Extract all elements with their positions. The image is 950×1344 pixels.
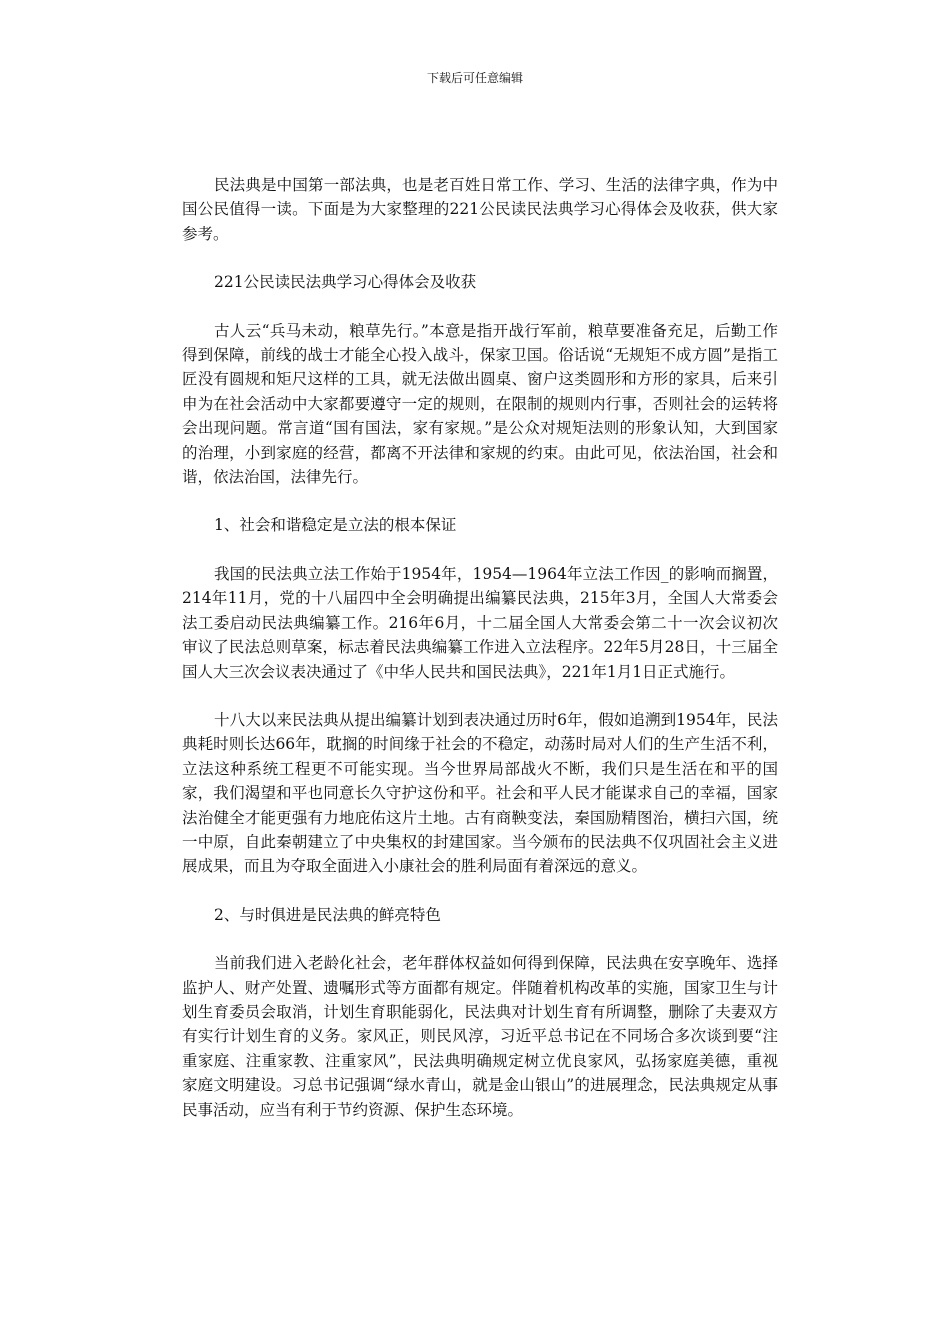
body-paragraph: 古人云“兵马未动，粮草先行。”本意是指开战行军前，粮草要准备充足，后勤工作得到保障，前线的战士才能全心投入战斗，保家卫国。俗话说“无规矩不成方圆”是指工匠没有圆规和矩尺这样的工具，就无法做出圆桌、窗户这类圆形和方形的家具，后来引申为在社会活动中大家都要遵守一定的规则，在限制的规则内行事，否则社会的运转将会出现问题。常言道“国有国法，家有家规。”是公众对规矩法则的形象认知，大到国家的治理，小到家庭的经营，都离不开法律和家规的约束。由此可见，依法治国，社会和谐，依法治国，法律先行。 [182,321,778,487]
document-body [182,173,778,1146]
section-heading-1: 1、社会和谐稳定是立法的根本保证 [214,516,457,535]
section-heading-2: 2、与时俱进是民法典的鲜亮特色 [214,905,441,924]
intro-paragraph: 民法典是中国第一部法典，也是老百姓日常工作、学习、生活的法律字典，作为中国公民值得一读。下面是为大家整理的221公民读民法典学习心得体会及收获，供大家参考。 [182,176,778,243]
document-title: 221公民读民法典学习心得体会及收获 [214,273,477,292]
body-paragraph: 十八大以来民法典从提出编纂计划到表决通过历时6年，假如追溯到1954年，民法典耗时则长达66年，耽搁的时间缘于社会的不稳定，动荡时局对人们的生产生活不利，立法这种系统工程更不可能实现。当今世界局部战火不断，我们只是生活在和平的国家，我们渴望和平也同意长久守护这份和平。社会和平人民才能谋求自己的幸福，国家法治健全才能更强有力地庇佑这片土地。古有商鞅变法，秦国励精图治，横扫六国，统一中原，自此秦朝建立了中央集权的封建国家。当今颁布的民法典不仅巩固社会主义进展成果，而且为夺取全面进入小康社会的胜利局面有着深远的意义。 [182,710,778,876]
body-paragraph: 我国的民法典立法工作始于1954年，1954—1964年立法工作因_的影响而搁置，214年11月，党的十八届四中全会明确提出编纂民法典，215年3月，全国人大常委会法工委启动民法典编纂工作。216年6月，十二届全国人大常委会第二十一次会议初次审议了民法总则草案，标志着民法典编纂工作进入立法程序。22年5月28日，十三届全国人大三次会议表决通过了《中华人民共和国民法典》，221年1月1日正式施行。 [182,564,778,681]
page-header: 下载后可任意编辑 [426,71,523,85]
body-paragraph: 当前我们进入老龄化社会，老年群体权益如何得到保障，民法典在安享晚年、选择监护人、财产处置、遗嘱形式等方面都有规定。伴随着机构改革的实施，国家卫生与计划生育委员会取消，计划生育职能弱化，民法典对计划生育有所调整，删除了夫妻双方有实行计划生育的义务。家风正，则民风淳，习近平总书记在不同场合多次谈到要“注重家庭、注重家教、注重家风”，民法典明确规定树立优良家风，弘扬家庭美德，重视家庭文明建设。习总书记强调“绿水青山，就是金山银山”的进展理念，民法典规定从事民事活动，应当有利于节约资源、保护生态环境。 [182,954,778,1119]
